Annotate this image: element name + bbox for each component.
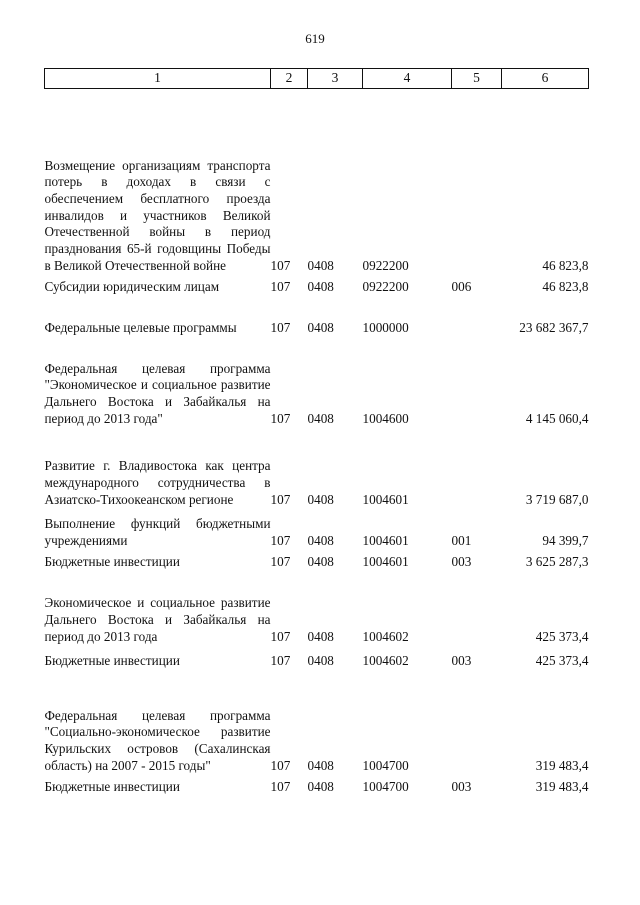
row-target-code: 0922200 (362, 257, 409, 273)
header-col-5: 5 (452, 69, 502, 89)
row-expense-type (452, 670, 502, 775)
table-row (45, 89, 589, 275)
row-target-code: 1004602 (362, 652, 409, 668)
row-ministry-code: 107 (270, 319, 291, 335)
row-expense-type (452, 89, 502, 275)
row-section-code: 0408 (307, 410, 334, 426)
row-target-code: 1004602 (362, 628, 409, 644)
row-section-code: 0408 (307, 628, 334, 644)
row-target-code: 1004601 (362, 553, 409, 569)
header-col-3: 3 (308, 69, 363, 89)
row-amount: 319 483,4 (535, 778, 589, 794)
row-amount: 23 682 367,7 (519, 319, 589, 335)
row-ministry-code: 107 (270, 532, 291, 548)
row-target-code: 1000000 (362, 319, 409, 335)
row-name: Бюджетные инвестиции (44, 652, 180, 668)
row-amount: 4 145 060,4 (525, 410, 589, 426)
row-section-code: 0408 (307, 257, 334, 273)
row-expense-type: 006 (451, 278, 472, 294)
table-row (45, 550, 589, 571)
row-expense-type (452, 337, 502, 428)
header-col-6: 6 (502, 69, 589, 89)
row-expense-type: 003 (451, 553, 472, 569)
row-expense-type: 001 (451, 532, 472, 548)
table-row (45, 296, 589, 337)
row-section-code: 0408 (307, 757, 334, 773)
row-name: Бюджетные инвестиции (44, 553, 180, 569)
row-name: Бюджетные инвестиции (44, 778, 180, 794)
row-section-code: 0408 (307, 778, 334, 794)
header-col-1: 1 (45, 69, 271, 89)
row-expense-type: 003 (451, 652, 472, 668)
row-target-code: 1004700 (362, 757, 409, 773)
table-row (45, 337, 589, 428)
row-section-code: 0408 (307, 319, 334, 335)
table-row (45, 775, 589, 796)
table-row (45, 275, 589, 296)
row-name: Федеральная целевая программа "Экономическое и социальное развитие Дальнего Востока и Забайкалья на период до 2013 года" (44, 360, 271, 426)
row-section-code: 0408 (307, 491, 334, 507)
row-amount: 94 399,7 (542, 532, 589, 548)
header-col-4: 4 (363, 69, 452, 89)
row-expense-type (452, 296, 502, 337)
row-section-code: 0408 (307, 532, 334, 548)
row-name: Возмещение организациям транспорта потерь в доходах в связи с обеспечением бесплатного проезда инвалидов и участников Великой Отечественной войны в период празднования 65-й годовщины Победы в Великой Отечественной войне (44, 157, 271, 273)
row-target-code: 1004601 (362, 532, 409, 548)
table-row (45, 509, 589, 550)
table-row (45, 571, 589, 646)
row-section-code: 0408 (307, 553, 334, 569)
table-row (45, 646, 589, 670)
row-name: Федеральные целевые программы (44, 319, 237, 335)
row-name: Субсидии юридическим лицам (44, 278, 220, 294)
row-target-code: 0922200 (362, 278, 409, 294)
row-ministry-code: 107 (270, 628, 291, 644)
row-amount: 425 373,4 (535, 652, 589, 668)
header-col-2: 2 (271, 69, 308, 89)
row-amount: 319 483,4 (535, 757, 589, 773)
row-ministry-code: 107 (270, 553, 291, 569)
row-amount: 46 823,8 (542, 257, 589, 273)
row-target-code: 1004700 (362, 778, 409, 794)
header-row (45, 69, 589, 89)
row-section-code: 0408 (307, 652, 334, 668)
row-ministry-code: 107 (270, 278, 291, 294)
row-ministry-code: 107 (270, 652, 291, 668)
row-name: Федеральная целевая программа "Социально-экономическое развитие Курильских островов (Сахалинская область) на 2007 - 2015 годы" (44, 707, 271, 773)
table-row (45, 428, 589, 509)
row-expense-type: 003 (451, 778, 472, 794)
row-amount: 46 823,8 (542, 278, 589, 294)
row-amount: 3 625 287,3 (525, 553, 589, 569)
row-ministry-code: 107 (270, 257, 291, 273)
row-name: Выполнение функций бюджетными учреждениями (44, 516, 271, 548)
row-target-code: 1004600 (362, 410, 409, 426)
row-ministry-code: 107 (270, 410, 291, 426)
table-row (45, 670, 589, 775)
row-ministry-code: 107 (270, 491, 291, 507)
page-number: 619 (305, 31, 325, 46)
row-name: Развитие г. Владивостока как центра международного сотрудничества в Азиатско-Тихоокеанском регионе (44, 458, 271, 507)
row-amount: 425 373,4 (535, 628, 589, 644)
row-expense-type (452, 571, 502, 646)
row-ministry-code: 107 (270, 757, 291, 773)
row-section-code: 0408 (307, 278, 334, 294)
row-amount: 3 719 687,0 (525, 491, 589, 507)
budget-table (44, 68, 589, 796)
row-target-code: 1004601 (362, 491, 409, 507)
row-expense-type (452, 428, 502, 509)
row-name: Экономическое и социальное развитие Дальнего Востока и Забайкалья на период до 2013 года (44, 595, 271, 644)
row-ministry-code: 107 (270, 778, 291, 794)
